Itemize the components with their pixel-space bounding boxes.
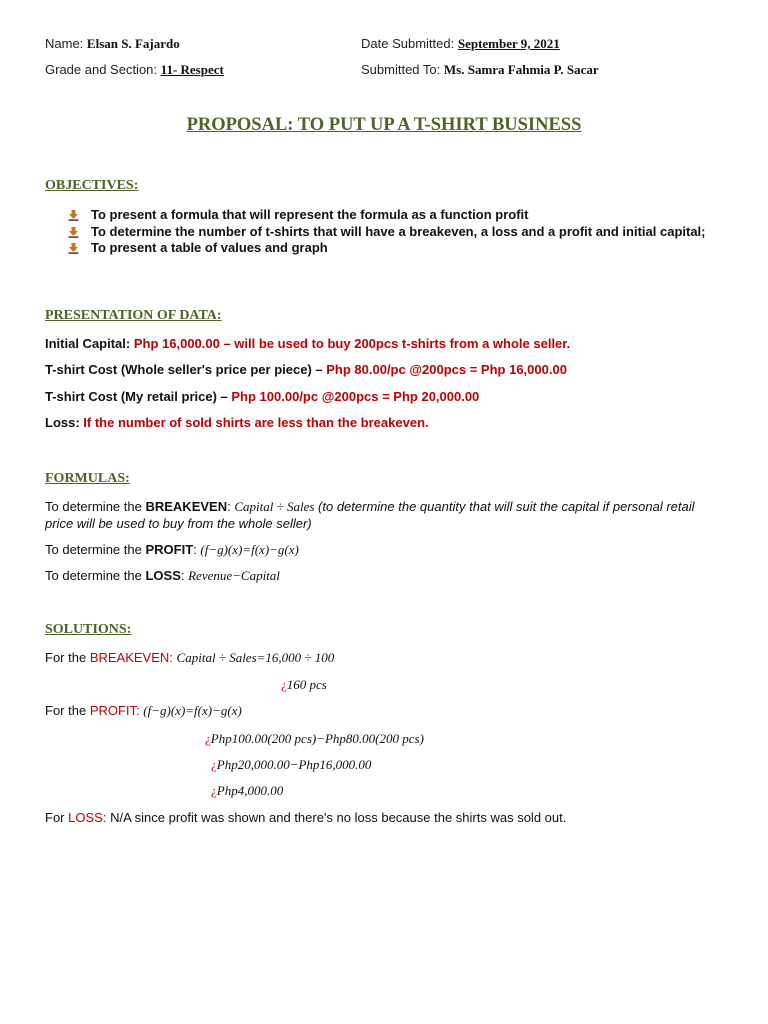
objective-text: To present a formula that will represent the formula as a function profit bbox=[91, 207, 529, 222]
submitted-to-label: Submitted To: bbox=[361, 62, 441, 77]
profit-prefix: To determine the bbox=[45, 542, 142, 557]
profit-step-3 bbox=[211, 782, 283, 800]
wholesale-cost-value: Php 80.00/pc @200pcs = Php 16,000.00 bbox=[326, 362, 567, 377]
objective-item bbox=[68, 240, 718, 257]
loss-formula-line: To determine the LOSS: Revenue−Capital bbox=[45, 568, 280, 583]
solution-loss-keyword: LOSS bbox=[68, 810, 103, 825]
profit-step-3-expr: Php4,000.00 bbox=[216, 783, 284, 798]
grade-section: 11- Respect bbox=[160, 62, 224, 77]
name-label: Name: bbox=[45, 36, 84, 51]
name-row bbox=[45, 36, 180, 52]
breakeven-prefix: To determine the bbox=[45, 499, 142, 514]
retail-cost-value: Php 100.00/pc @200pcs = Php 20,000.00 bbox=[231, 389, 480, 404]
breakeven-formula: Capital ÷ Sales bbox=[234, 499, 315, 514]
solution-loss-text: N/A since profit was shown and there's no loss because the shirts was sold out. bbox=[110, 810, 567, 825]
profit-step-2-expr: Php20,000.00−Php16,000.00 bbox=[216, 757, 372, 772]
solution-profit-keyword: PROFIT bbox=[89, 703, 137, 718]
wholesale-cost-label: T-shirt Cost (Whole seller's price per piece) – bbox=[45, 362, 323, 377]
step-marker: ¿ bbox=[281, 677, 287, 692]
student-name: Elsan S. Fajardo bbox=[86, 36, 180, 51]
step-marker: ¿ bbox=[211, 783, 217, 798]
date-label: Date Submitted: bbox=[361, 36, 455, 51]
loss-prefix: To determine the bbox=[45, 568, 142, 583]
step-marker: ¿ bbox=[211, 757, 217, 772]
objective-item bbox=[68, 224, 718, 241]
objectives-heading: OBJECTIVES: bbox=[45, 178, 139, 193]
loss-line bbox=[45, 415, 429, 430]
initial-capital-line bbox=[45, 336, 570, 351]
arrow-bullet-icon bbox=[68, 210, 79, 221]
objective-item bbox=[68, 207, 718, 224]
breakeven-result: 160 pcs bbox=[286, 677, 327, 692]
initial-capital-label: Initial Capital: bbox=[45, 336, 131, 351]
profit-step-2 bbox=[211, 756, 371, 774]
date-submitted: September 9, 2021 bbox=[457, 36, 560, 51]
loss-keyword: LOSS bbox=[145, 568, 181, 583]
objective-text: To determine the number of t-shirts that will have a breakeven, a loss and a profit and initial capital; bbox=[91, 223, 706, 239]
wholesale-cost-line bbox=[45, 362, 567, 377]
solution-breakeven-keyword: BREAKEVEN bbox=[89, 650, 170, 665]
arrow-bullet-icon bbox=[68, 243, 79, 254]
submitted-to-row bbox=[361, 62, 599, 78]
loss-label: Loss: bbox=[45, 415, 80, 430]
formulas-heading: FORMULAS: bbox=[45, 471, 130, 486]
objectives-list bbox=[68, 207, 718, 257]
objective-text: To present a table of values and graph bbox=[91, 240, 328, 255]
breakeven-formula-line: To determine the BREAKEVEN: Capital ÷ Sales (to determine the quantity that will suit the capital if personal retail price will be used to buy from the whole seller) bbox=[45, 499, 695, 531]
profit-step-1 bbox=[205, 730, 424, 748]
profit-keyword: PROFIT bbox=[145, 542, 194, 557]
breakeven-result-line bbox=[281, 676, 327, 694]
initial-capital-value: Php 16,000.00 – will be used to buy 200pcs t-shirts from a whole seller. bbox=[133, 336, 571, 351]
breakeven-note: (to determine the quantity that will suit the capital if personal retail price will be used to buy from the whole seller) bbox=[45, 499, 695, 531]
breakeven-expression: Capital ÷ Sales=16,000 ÷ 100 bbox=[176, 650, 335, 665]
loss-formula: Revenue−Capital bbox=[188, 568, 280, 583]
profit-formula-line: To determine the PROFIT: (f−g)(x)=f(x)−g(x) bbox=[45, 542, 299, 557]
breakeven-solution-line: For the BREAKEVEN: Capital ÷ Sales=16,000 ÷ 100 bbox=[45, 650, 335, 665]
grade-label: Grade and Section: bbox=[45, 62, 158, 77]
solution-breakeven-prefix: For the bbox=[45, 650, 87, 665]
profit-solution-line: For the PROFIT: (f−g)(x)=f(x)−g(x) bbox=[45, 703, 242, 718]
solution-loss-prefix: For bbox=[45, 810, 65, 825]
breakeven-keyword: BREAKEVEN bbox=[145, 499, 228, 514]
retail-cost-line bbox=[45, 389, 479, 404]
page-title: PROPOSAL: TO PUT UP A T-SHIRT BUSINESS bbox=[186, 115, 582, 135]
retail-cost-label: T-shirt Cost (My retail price) – bbox=[45, 389, 228, 404]
profit-expression: (f−g)(x)=f(x)−g(x) bbox=[143, 703, 242, 718]
profit-step-1-expr: Php100.00(200 pcs)−Php80.00(200 pcs) bbox=[210, 731, 424, 746]
grade-row bbox=[45, 62, 224, 78]
solutions-heading: SOLUTIONS: bbox=[45, 622, 132, 637]
solution-profit-prefix: For the bbox=[45, 703, 87, 718]
loss-solution-line: For LOSS: N/A since profit was shown and there's no loss because the shirts was sold out. bbox=[45, 810, 567, 825]
teacher-name: Ms. Samra Fahmia P. Sacar bbox=[443, 62, 599, 77]
profit-formula: (f−g)(x)=f(x)−g(x) bbox=[200, 542, 299, 557]
loss-value: If the number of sold shirts are less than the breakeven. bbox=[83, 415, 429, 430]
presentation-heading: PRESENTATION OF DATA: bbox=[45, 308, 222, 323]
step-marker: ¿ bbox=[205, 731, 211, 746]
date-row bbox=[361, 36, 560, 52]
arrow-bullet-icon bbox=[68, 227, 79, 238]
